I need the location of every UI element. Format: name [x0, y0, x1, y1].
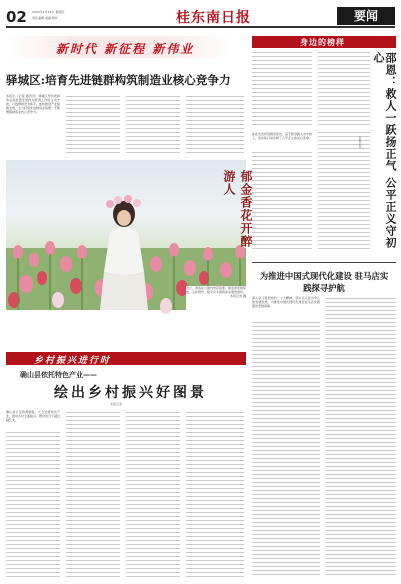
lead-headline: 驿城区:培育先进链群构筑制造业核心竞争力 [6, 73, 231, 87]
slogan-banner [6, 36, 232, 58]
lead-column-1 [6, 94, 60, 156]
right-lower-title [256, 270, 392, 294]
right-lower-body: 深入学习贯彻党的二十大精神，坚持以人民为中心的发展思想，为推进中国式现代化建设驻马店实践提供坚强保障。 [252, 296, 320, 309]
rural-column-4 [186, 412, 244, 578]
sidebar-column-3 [252, 152, 312, 252]
rural-banner [6, 352, 246, 365]
lead-column-3 [126, 96, 180, 154]
rural-byline: 本报记者 [110, 402, 123, 406]
right-lower-column-1-rest [252, 322, 320, 576]
page-header [6, 4, 395, 30]
rural-column-3 [126, 412, 180, 578]
sidebar-body: 他在危急时刻挺身而出，奋不顾身跳入水中救人，用实际行动诠释了公平正义的初心使命。 [252, 132, 313, 141]
rural-banner-label: 乡村振兴进行时 [34, 356, 112, 366]
photo-credit: 本报记者 摄 [230, 294, 246, 299]
header-rule [6, 26, 395, 28]
sidebar-headline: 邵恩：救人一跃扬正气 公平正义守初心 [372, 52, 397, 249]
slogan-text: 新时代 新征程 新伟业 [56, 42, 195, 56]
rural-body: 确山县立足资源禀赋，大力发展特色产业，推动乡村全面振兴，群众的日子越过越红火。 [6, 410, 61, 423]
sidebar-header [252, 36, 396, 48]
photo-caption-box [186, 286, 246, 342]
photo-title-text: 郁金香花开醉游人 [222, 170, 253, 248]
right-lower-column-2 [326, 298, 396, 576]
lead-column-2 [66, 96, 120, 154]
right-lower-title-text: 为推进中国式现代化建设 驻马店实践探寻护航 [259, 271, 389, 293]
sidebar-column-1 [252, 52, 312, 128]
editor-line: 责任编辑 美编 制作 [32, 16, 58, 20]
section-label: 要闻 [353, 9, 378, 23]
sidebar-title: 身边的榜样 [300, 37, 345, 47]
rural-section [6, 352, 246, 580]
masthead: 桂东南日报 [176, 10, 251, 26]
right-lower-article [252, 262, 396, 580]
right-lower-rule [252, 262, 396, 263]
sidebar-byline: 本报记者 [358, 136, 362, 148]
section-tab [337, 7, 395, 25]
lead-column-4 [186, 96, 244, 154]
date-line: 2024年4月18日 星期四 [32, 10, 65, 14]
sidebar [252, 36, 396, 254]
sidebar-column-4 [318, 132, 370, 252]
rural-title: 绘出乡村振兴好图景 [54, 385, 207, 401]
lead-article [6, 94, 246, 156]
sidebar-headline-box [372, 52, 396, 252]
page-number: 02 [6, 8, 27, 26]
lead-body: 本报讯（记者 通讯员）驿城区坚持把制造业高质量发展作为经济工作的主攻方向，以链群建设为抓手，加快推进产业集聚发展，全力打造先进制造业集群，不断增强制造业核心竞争力。 [6, 94, 61, 115]
photo-caption-title [221, 170, 253, 260]
photo-caption: 近日，游客在公园内赏花拍照。郁金香竞相绽放，五彩缤纷，吸引众多游客前来观赏游玩。 [186, 286, 247, 295]
sidebar-column-2 [318, 52, 370, 128]
rural-kicker: 确山县依托特色产业—— [20, 370, 97, 379]
rural-column-2 [66, 412, 120, 578]
rural-column-1-rest [6, 432, 60, 578]
